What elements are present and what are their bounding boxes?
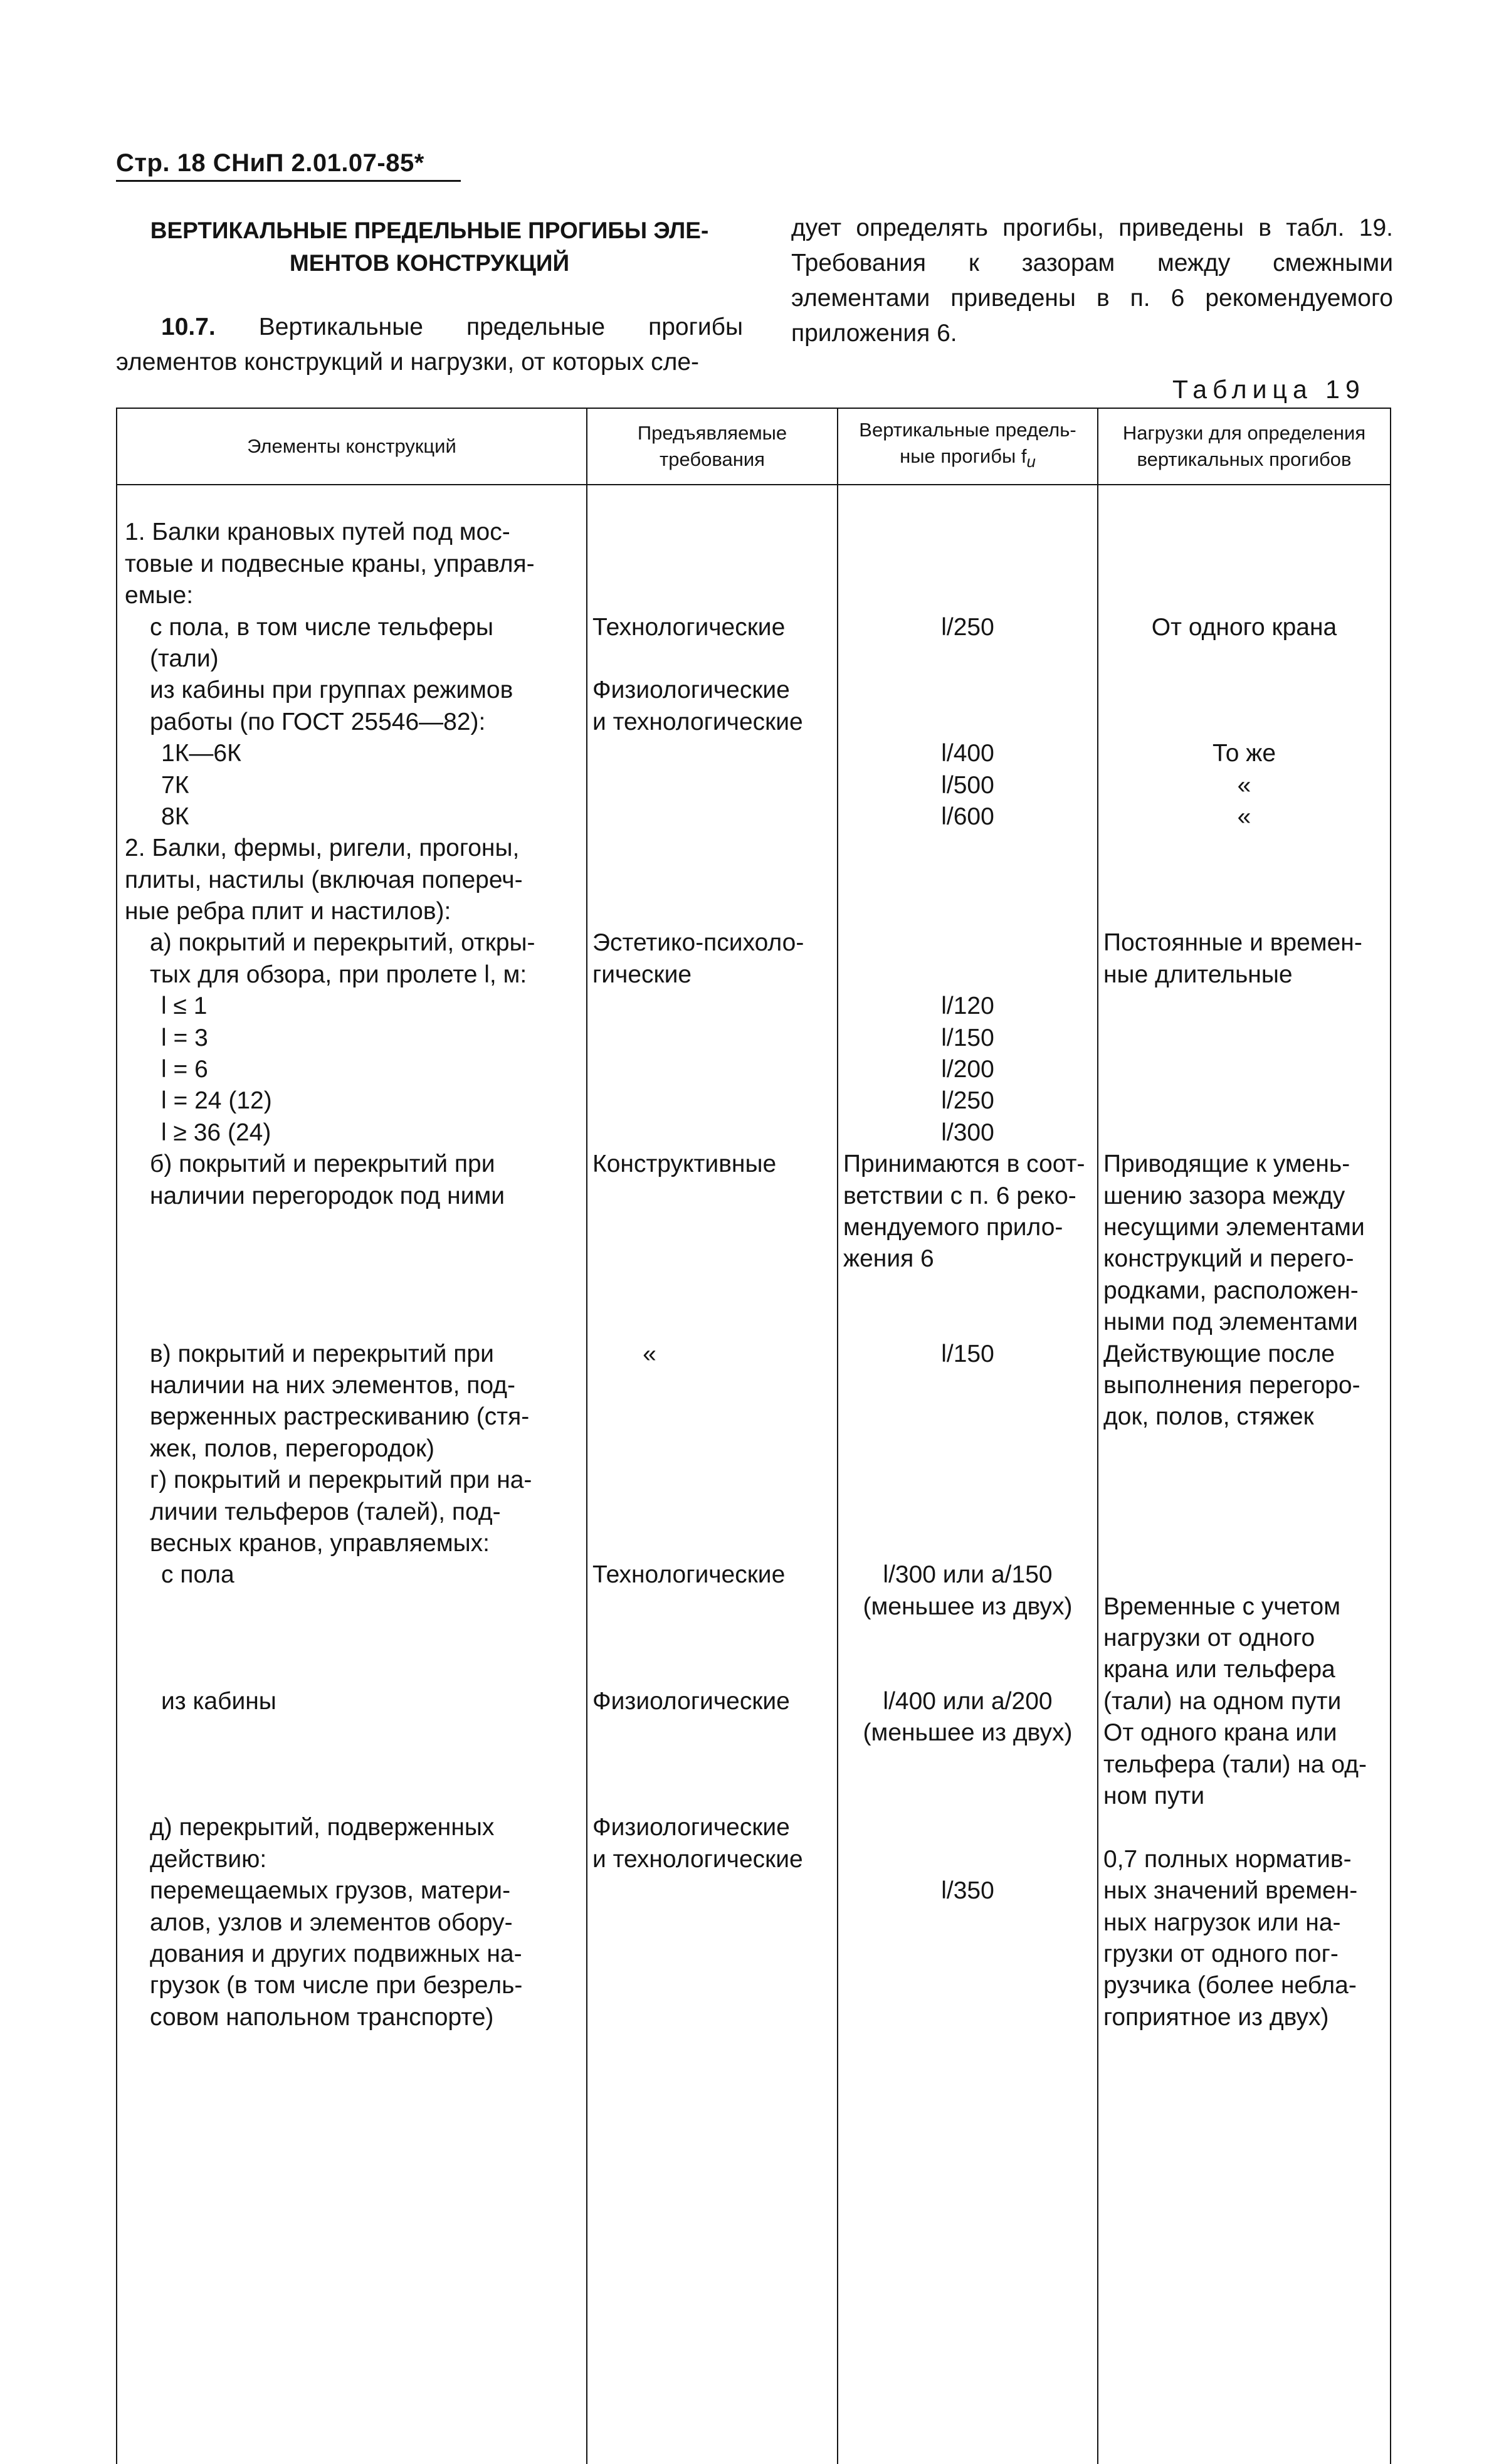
clause-number: 10.7. xyxy=(161,313,216,340)
section-heading xyxy=(116,214,743,280)
row-line: весных кранов, управляемых: xyxy=(150,1529,490,1557)
header-deflections-text: Вертикальные предель-ные прогибы f xyxy=(859,419,1076,468)
row-line: совом напольном транспорте) xyxy=(150,2003,494,2031)
row-line: Временные с учетом xyxy=(1103,1593,1341,1620)
section-heading-line-2: МЕНТОВ КОНСТРУКЦИЙ xyxy=(289,250,570,276)
row-line: шению зазора между xyxy=(1103,1182,1345,1209)
row-line: из кабины при группах режимов xyxy=(150,677,513,704)
row-line: Постоянные и времен- xyxy=(1103,929,1362,957)
left-column xyxy=(116,214,743,380)
row-line: дования и других подвижных на- xyxy=(150,1940,522,1967)
row-line: l/150 xyxy=(941,1024,994,1051)
table-19 xyxy=(116,408,1391,2464)
row-line: алов, узлов и элементов обору- xyxy=(150,1909,513,1936)
row-line: Физиологические xyxy=(592,1814,790,1841)
row-line: l/500 xyxy=(941,771,994,799)
row-line: l/350 xyxy=(941,1877,994,1905)
header-elements: Элементы конструкций xyxy=(117,408,587,485)
row-line: верженных растрескиванию (стя- xyxy=(150,1403,530,1431)
row-line: 7К xyxy=(161,771,189,799)
row-line: из кабины xyxy=(161,1687,276,1715)
row-line: 1. Балки крановых путей под мос- xyxy=(125,519,510,546)
row-line: l/600 xyxy=(941,803,994,830)
table-body-row xyxy=(117,485,1391,2464)
row-line: тых для обзора, при пролете l, м: xyxy=(150,961,527,988)
row-line: l ≤ 1 xyxy=(161,992,208,1020)
row-line: l/250 xyxy=(941,613,994,641)
row-line: а) покрытий и перекрытий, откры- xyxy=(150,929,535,957)
row-line: l/120 xyxy=(941,992,994,1020)
row-line: ном пути xyxy=(1103,1782,1205,1810)
clause-10-7 xyxy=(116,310,743,380)
row-line: выполнения перегоро- xyxy=(1103,1371,1360,1399)
col-loads xyxy=(1098,485,1391,2464)
row-line: l/400 xyxy=(941,740,994,767)
row-line: Приводящие к умень- xyxy=(1103,1150,1350,1178)
row-line: l/200 xyxy=(941,1056,994,1083)
row-line: ных значений времен- xyxy=(1103,1877,1358,1905)
row-line: наличии перегородок под ними xyxy=(150,1182,505,1209)
row-line: несущими элементами xyxy=(1103,1213,1365,1241)
section-heading-line-1: ВЕРТИКАЛЬНЫЕ ПРЕДЕЛЬНЫЕ ПРОГИБЫ ЭЛЕ- xyxy=(150,218,709,243)
row-line: l = 3 xyxy=(161,1024,208,1051)
row-line: и технологические xyxy=(592,1845,803,1873)
row-line: товые и подвесные краны, управля- xyxy=(125,550,535,577)
row-line: ветствии с п. 6 реко- xyxy=(843,1182,1076,1209)
row-line: То же xyxy=(1212,740,1276,767)
row-line: мендуемого прило- xyxy=(843,1213,1063,1241)
row-line: родками, расположен- xyxy=(1103,1277,1359,1304)
col-requirements xyxy=(587,485,838,2464)
row-line: гические xyxy=(592,961,692,988)
row-line: 2. Балки, фермы, ригели, прогоны, xyxy=(125,834,520,862)
row-line: l = 24 (12) xyxy=(161,1087,272,1115)
header-deflections xyxy=(838,408,1098,485)
row-line: ные ребра плит и настилов): xyxy=(125,898,451,925)
row-line: ные длительные xyxy=(1103,961,1293,988)
row-line: 1К—6К xyxy=(161,740,241,767)
row-line: с пола xyxy=(161,1561,234,1589)
row-line: Физиологические xyxy=(592,1687,790,1715)
col-deflections xyxy=(838,485,1098,2464)
row-line: l = 6 xyxy=(161,1056,208,1083)
row-line: гоприятное из двух) xyxy=(1103,2003,1329,2031)
row-line: Конструктивные xyxy=(592,1150,777,1178)
row-line: грузок (в том числе при безрель- xyxy=(150,1972,523,1999)
row-line: ных нагрузок или на- xyxy=(1103,1909,1341,1936)
col-elements xyxy=(117,485,587,2464)
row-line: l/250 xyxy=(941,1087,994,1115)
row-line: наличии на них элементов, под- xyxy=(150,1371,515,1399)
row-line: док, полов, стяжек xyxy=(1103,1403,1314,1431)
row-line: жек, полов, перегородок) xyxy=(150,1435,435,1462)
row-line: б) покрытий и перекрытий при xyxy=(150,1150,495,1178)
row-line: l/300 или a/150 xyxy=(883,1561,1053,1589)
row-line: плиты, настилы (включая попереч- xyxy=(125,866,523,893)
header-requirements: Предъявляемые требования xyxy=(587,408,838,485)
row-line: « xyxy=(1237,803,1251,830)
row-line: Технологические xyxy=(592,1561,786,1589)
header-loads: Нагрузки для определения вертикальных прогибов xyxy=(1098,408,1391,485)
row-line: конструкций и перего- xyxy=(1103,1245,1354,1273)
header-rule xyxy=(116,180,461,182)
clause-text: Вертикальные предельные прогибы элементов конструкций и нагрузки, от которых сле- xyxy=(116,313,743,376)
row-line: д) перекрытий, подверженных xyxy=(150,1814,495,1841)
row-line: « xyxy=(1237,771,1251,799)
row-line: личии тельферов (талей), под- xyxy=(150,1498,501,1525)
row-line: 0,7 полных норматив- xyxy=(1103,1845,1352,1873)
right-column-text: дует определять прогибы, приведены в табл. 19. Требования к зазорам между смежными элементами приведены в п. 6 рекомендуемого приложения 6. xyxy=(791,214,1393,347)
row-line: (меньшее из двух) xyxy=(863,1593,1073,1620)
table-header-row xyxy=(117,408,1391,485)
row-line: жения 6 xyxy=(843,1245,934,1273)
row-line: « xyxy=(643,1340,656,1367)
row-line: перемещаемых грузов, матери- xyxy=(150,1877,511,1905)
row-line: действию: xyxy=(150,1845,267,1873)
row-line: Физиологические xyxy=(592,677,790,704)
row-line: От одного крана xyxy=(1151,613,1337,641)
row-line: с пола, в том числе тельферы xyxy=(150,613,493,641)
row-line: l/400 или a/200 xyxy=(883,1687,1053,1715)
row-line: в) покрытий и перекрытий при xyxy=(150,1340,494,1367)
row-line: l ≥ 36 (24) xyxy=(161,1119,271,1146)
row-line: и технологические xyxy=(592,708,803,735)
row-line: (тали) xyxy=(150,645,219,672)
row-line: работы (по ГОСТ 25546—82): xyxy=(150,708,486,735)
row-line: (тали) на одном пути xyxy=(1103,1687,1342,1715)
header-deflections-subscript: u xyxy=(1026,453,1036,471)
row-line: рузчика (более небла- xyxy=(1103,1972,1357,1999)
row-line: l/300 xyxy=(941,1119,994,1146)
row-line: Действующие после xyxy=(1103,1340,1335,1367)
row-line: 8К xyxy=(161,803,189,830)
row-line: нагрузки от одного xyxy=(1103,1624,1315,1652)
row-line: l/150 xyxy=(941,1340,994,1367)
row-line: (меньшее из двух) xyxy=(863,1719,1073,1747)
row-line: крана или тельфера xyxy=(1103,1656,1335,1683)
row-line: Технологические xyxy=(592,613,786,641)
row-line: Эстетико-психоло- xyxy=(592,929,804,957)
page-header: Стр. 18 СНиП 2.01.07-85* xyxy=(116,149,424,177)
table-caption: Таблица 19 xyxy=(1172,375,1365,404)
row-line: ными под элементами xyxy=(1103,1308,1358,1336)
row-line: г) покрытий и перекрытий при на- xyxy=(150,1466,532,1494)
row-line: От одного крана или xyxy=(1103,1719,1337,1747)
row-line: грузки от одного пог- xyxy=(1103,1940,1339,1967)
row-line: Принимаются в соот- xyxy=(843,1150,1085,1178)
row-line: тельфера (тали) на од- xyxy=(1103,1751,1367,1778)
row-line: емые: xyxy=(125,582,194,609)
